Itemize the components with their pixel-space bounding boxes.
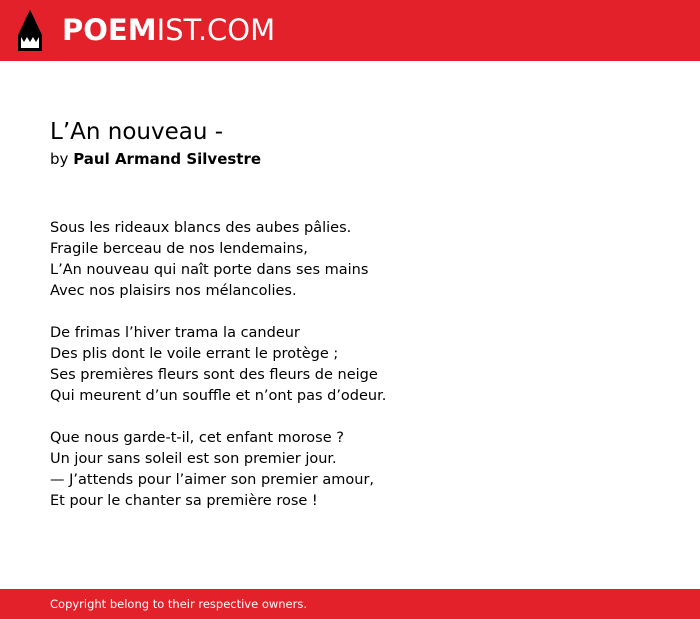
poem-line: Ses premières fleurs sont des fleurs de neige [50, 367, 378, 383]
poem-title: L’An nouveau - [50, 119, 224, 145]
poem-line: Avec nos plaisirs nos mélancolies. [50, 283, 297, 299]
pencil-icon[interactable] [17, 9, 43, 52]
site-footer [0, 589, 700, 619]
site-header [0, 0, 700, 61]
author-name: Paul Armand Silvestre [73, 150, 262, 168]
logo-light-text: IST.COM [156, 13, 276, 47]
stanza [50, 428, 650, 512]
poem-line: Un jour sans soleil est son premier jour. [50, 451, 337, 467]
poem-line: — J’attends pour l’aimer son premier amour, [50, 472, 375, 488]
poem-line: Sous les rideaux blancs des aubes pâlies. [50, 220, 352, 236]
poem-line: Que nous garde-t-il, cet enfant morose ? [50, 430, 344, 446]
site-logo[interactable] [62, 12, 275, 48]
poem-line: Qui meurent d’un souffle et n’ont pas d’odeur. [50, 388, 387, 404]
poem-line: Des plis dont le voile errant le protège ; [50, 346, 339, 362]
poem-line: L’An nouveau qui naît porte dans ses mains [50, 262, 369, 278]
stanza [50, 323, 650, 407]
logo-bold-text: POEM [62, 13, 157, 47]
poem-line: Et pour le chanter sa première rose ! [50, 493, 318, 509]
byline [50, 149, 261, 169]
stanza [50, 218, 650, 302]
poem-line: De frimas l’hiver trama la candeur [50, 325, 300, 341]
poem-body [50, 218, 650, 533]
poem-line: Fragile berceau de nos lendemains, [50, 241, 308, 257]
copyright-notice: Copyright belong to their respective owners. [50, 597, 308, 611]
byline-label: by [50, 150, 69, 168]
